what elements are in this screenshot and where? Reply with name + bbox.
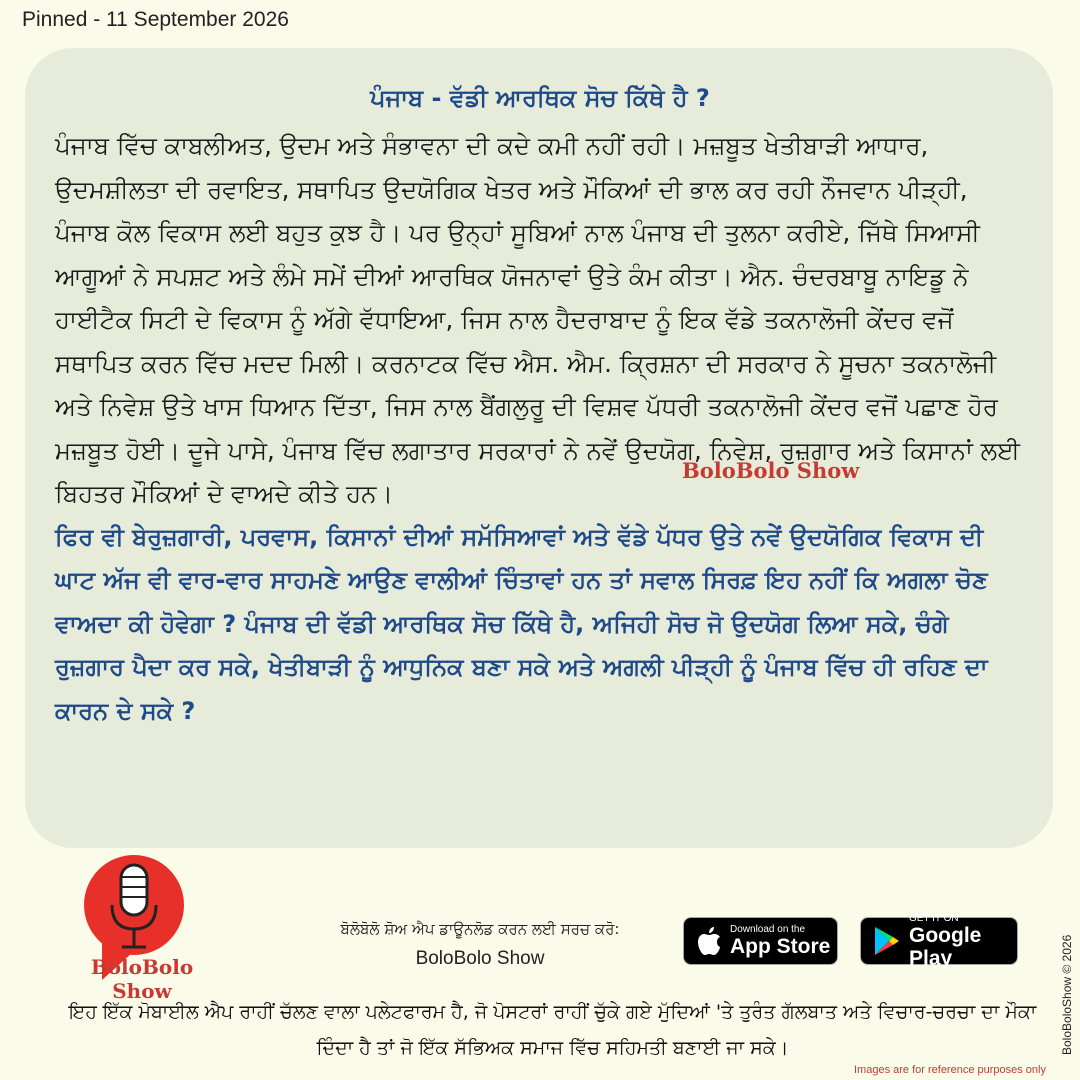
app-store-big-text: App Store — [730, 935, 831, 958]
logo-wordmark: BoloBolo Show — [90, 955, 194, 1003]
download-app-name: BoloBolo Show — [415, 948, 545, 969]
post-card — [25, 48, 1053, 848]
google-play-icon — [873, 926, 901, 956]
app-store-button[interactable] — [683, 917, 838, 965]
reference-disclaimer: Images are for reference purposes only — [854, 1064, 1046, 1076]
app-store-small-text: Download on the — [730, 924, 806, 935]
post-highlight: ਫਿਰ ਵੀ ਬੇਰੁਜ਼ਗਾਰੀ, ਪਰਵਾਸ, ਕਿਸਾਨਾਂ ਦੀਆਂ ਸਮੱਸਿਆਵਾਂ ਅਤੇ ਵੱਡੇ ਪੱਧਰ ਉਤੇ ਨਵੇਂ ਉਦਯੋਗਿਕ ਵਿਕਾਸ ਦੀ ਘਾਟ ਅੱਜ ਵੀ ਵਾਰ-ਵਾਰ ਸਾਹਮਣੇ ਆਉਣ ਵਾਲੀਆਂ ਚਿੰਤਾਵਾਂ ਹਨ ਤਾਂ ਸਵਾਲ ਸਿਰਫ਼ ਇਹ ਨਹੀਂ ਕਿ ਅਗਲਾ ਚੋਣ ਵਾਅਦਾ ਕੀ ਹੋਵੇਗਾ ? ਪੰਜਾਬ ਦੀ ਵੱਡੀ ਆਰਥਿਕ ਸੋਚ ਕਿੱਥੇ ਹੈ, ਅਜਿਹੀ ਸੋਚ ਜੋ ਉਦਯੋਗ ਲਿਆ ਸਕੇ, ਚੰਗੇ ਰੁਜ਼ਗਾਰ ਪੈਦਾ ਕਰ ਸਕੇ, ਖੇਤੀਬਾੜੀ ਨੂੰ ਆਧੁਨਿਕ ਬਣਾ ਸਕੇ ਅਤੇ ਅਗਲੀ ਪੀੜ੍ਹੀ ਨੂੰ ਪੰਜਾਬ ਵਿੱਚ ਹੀ ਰਹਿਣ ਦਾ ਕਾਰਨ ਦੇ ਸਕੇ ? — [55, 522, 988, 725]
copyright-notice: BoloBoloShow © 2026 — [1060, 934, 1074, 1055]
google-play-big-text: Google Play — [909, 923, 982, 970]
download-prompt: ਬੋਲੋਬੋਲੋ ਸ਼ੋਅ ਐਪ ਡਾਊਨਲੋਡ ਕਰਨ ਲਈ ਸਰਚ ਕਰੋ: — [340, 920, 620, 938]
brand-watermark: BoloBolo Show — [682, 457, 860, 483]
post-body: ਪੰਜਾਬ ਵਿੱਚ ਕਾਬਲੀਅਤ, ਉਦਮ ਅਤੇ ਸੰਭਾਵਨਾ ਦੀ ਕਦੇ ਕਮੀ ਨਹੀਂ ਰਹੀ। ਮਜ਼ਬੂਤ ਖੇਤੀਬਾੜੀ ਆਧਾਰ, ਉਦਮਸ਼ੀਲਤਾ ਦੀ ਰਵਾਇਤ, ਸਥਾਪਿਤ ਉਦਯੋਗਿਕ ਖੇਤਰ ਅਤੇ ਮੌਕਿਆਂ ਦੀ ਭਾਲ ਕਰ ਰਹੀ ਨੌਜਵਾਨ ਪੀੜ੍ਹੀ, ਪੰਜਾਬ ਕੋਲ ਵਿਕਾਸ ਲਈ ਬਹੁਤ ਕੁਝ ਹੈ। ਪਰ ਉਨ੍ਹਾਂ ਸੂਬਿਆਂ ਨਾਲ ਪੰਜਾਬ ਦੀ ਤੁਲਨਾ ਕਰੀਏ, ਜਿੱਥੇ ਸਿਆਸੀ ਆਗੂਆਂ ਨੇ ਸਪਸ਼ਟ ਅਤੇ ਲੰਮੇ ਸਮੇਂ ਦੀਆਂ ਆਰਥਿਕ ਯੋਜਨਾਵਾਂ ਉਤੇ ਕੰਮ ਕੀਤਾ। ਐਨ. ਚੰਦਰਬਾਬੂ ਨਾਇਡੂ ਨੇ ਹਾਈਟੈਕ ਸਿਟੀ ਦੇ ਵਿਕਾਸ ਨੂੰ ਅੱਗੇ ਵੱਧਾਇਆ, ਜਿਸ ਨਾਲ ਹੈਦਰਾਬਾਦ ਨੂੰ ਇਕ ਵੱਡੇ ਤਕਨਾਲੋਜੀ ਕੇਂਦਰ ਵਜੋਂ ਸਥਾਪਿਤ ਕਰਨ ਵਿੱਚ ਮਦਦ ਮਿਲੀ। ਕਰਨਾਟਕ ਵਿੱਚ ਐਸ. ਐਮ. ਕ੍ਰਿਸ਼ਨਾ ਦੀ ਸਰਕਾਰ ਨੇ ਸੂਚਨਾ ਤਕਨਾਲੋਜੀ ਅਤੇ ਨਿਵੇਸ਼ ਉਤੇ ਖਾਸ ਧਿਆਨ ਦਿੱਤਾ, ਜਿਸ ਨਾਲ ਬੈਂਗਲੁਰੂ ਦੀ ਵਿਸ਼ਵ ਪੱਧਰੀ ਤਕਨਾਲੋਜੀ ਕੇਂਦਰ ਵਜੋਂ ਪਛਾਣ ਹੋਰ ਮਜ਼ਬੂਤ ਹੋਈ। ਦੂਜੇ ਪਾਸੇ, ਪੰਜਾਬ ਵਿੱਚ ਲਗਾਤਾਰ ਸਰਕਾਰਾਂ ਨੇ ਨਵੇਂ ਉਦਯੋਗ, ਨਿਵੇਸ਼, ਰੁਜ਼ਗਾਰ ਅਤੇ ਕਿਸਾਨਾਂ ਲਈ ਬਿਹਤਰ ਮੌਕਿਆਂ ਦੇ ਵਾਅਦੇ ਕੀਤੇ ਹਨ। — [55, 131, 1020, 508]
google-play-button[interactable] — [860, 912, 1018, 970]
apple-icon — [696, 926, 722, 956]
post-title: ਪੰਜਾਬ - ਵੱਡੀ ਆਰਥਿਕ ਸੋਚ ਕਿੱਥੇ ਹੈ ? — [370, 84, 710, 112]
pinned-date-label: Pinned - 11 September 2026 — [22, 8, 289, 31]
google-play-small-text: GET IT ON — [909, 912, 959, 924]
platform-description: ਇਹ ਇੱਕ ਮੋਬਾਈਲ ਐਪ ਰਾਹੀਂ ਚੱਲਣ ਵਾਲਾ ਪਲੇਟਫਾਰਮ ਹੈ, ਜੋ ਪੋਸਟਰਾਂ ਰਾਹੀਂ ਚੁੱਕੇ ਗਏ ਮੁੱਦਿਆਂ 'ਤੇ ਤੁਰੰਤ ਗੱਲਬਾਤ ਅਤੇ ਵਿਚਾਰ-ਚਰਚਾ ਦਾ ਮੌਕਾ ਦਿੰਦਾ ਹੈ ਤਾਂ ਜੋ ਇੱਕ ਸੱਭਿਅਕ ਸਮਾਜ ਵਿੱਚ ਸਹਿਮਤੀ ਬਣਾਈ ਜਾ ਸਕੇ। — [68, 1001, 1037, 1059]
